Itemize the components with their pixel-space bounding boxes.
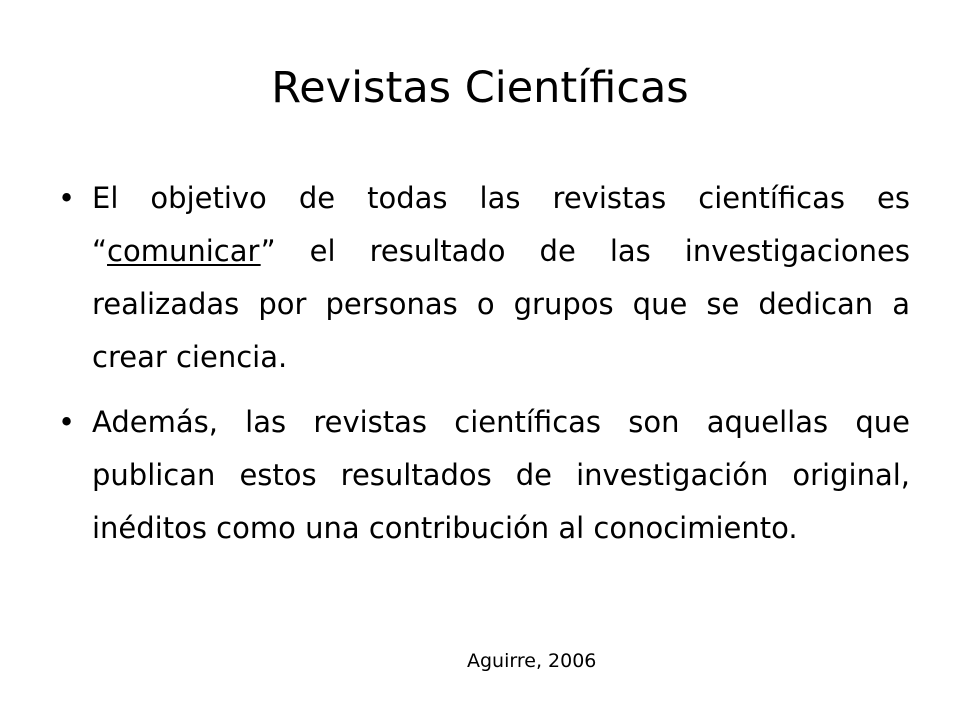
bullet-text-before: El objetivo de todas las revistas científicas es “ <box>92 181 910 268</box>
bullet-text: Además, las revistas científicas son aquellas que publican estos resultados de investigación original, inéditos como una contribución al conocimiento. <box>92 405 910 545</box>
bullet-icon: • <box>58 181 76 215</box>
bullet-item-definition <box>58 396 910 555</box>
bullet-list <box>58 172 910 567</box>
bullet-icon: • <box>58 405 76 439</box>
bullet-item-objective <box>58 172 910 384</box>
bullet-text-after: ” el resultado de las investigaciones realizadas por personas o grupos que se dedican a crear ciencia. <box>92 234 910 374</box>
emphasized-word: comunicar <box>107 234 261 268</box>
slide-title: Revistas Científicas <box>271 63 689 113</box>
citation: Aguirre, 2006 <box>467 650 597 672</box>
